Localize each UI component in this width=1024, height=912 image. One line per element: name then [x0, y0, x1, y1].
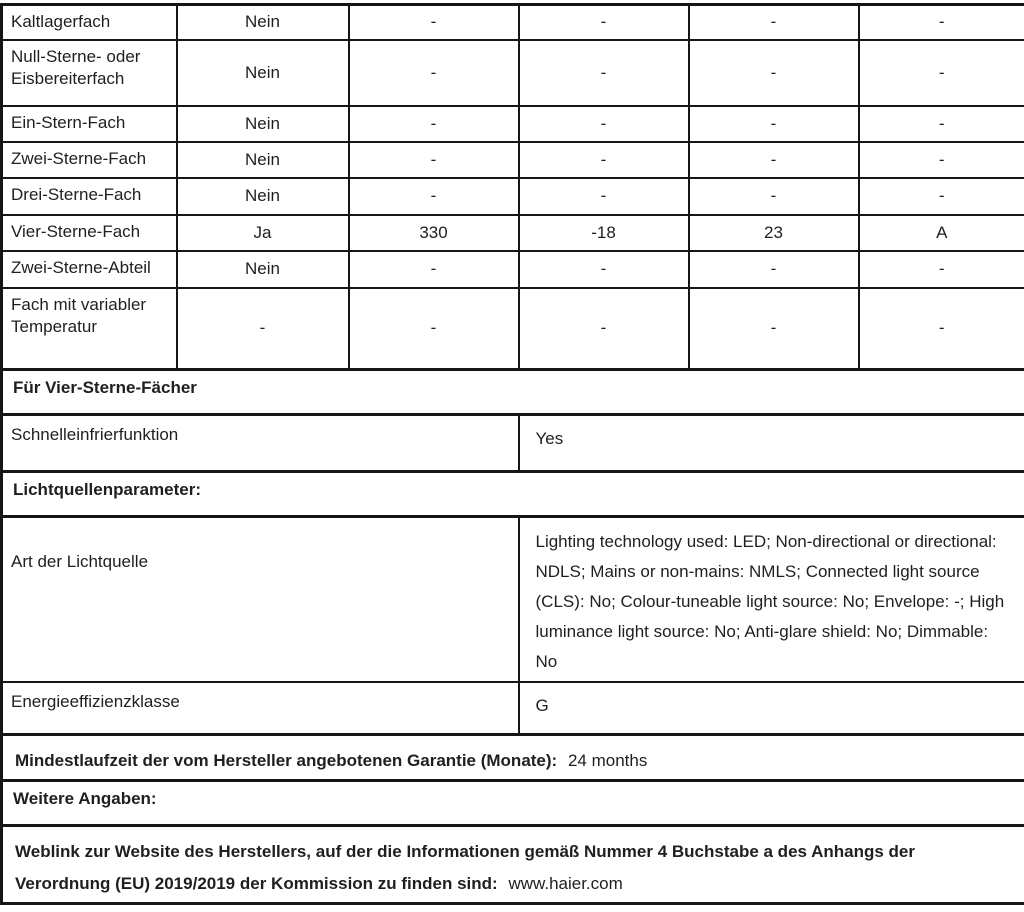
row-value: - [859, 288, 1024, 370]
fast-freeze-value: Yes [519, 415, 1024, 472]
row-value: Nein [177, 40, 349, 106]
row-label: Fach mit variabler Temperatur [2, 288, 177, 370]
table-row [2, 215, 1024, 251]
section-header-row [2, 370, 1024, 415]
row-value: Nein [177, 106, 349, 142]
light-source-label: Art der Lichtquelle [2, 517, 519, 682]
row-value: - [689, 142, 859, 178]
row-value: - [859, 106, 1024, 142]
light-params-section-header: Lichtquellenparameter: [2, 472, 1024, 517]
row-value: - [349, 106, 519, 142]
table-row [2, 415, 1024, 472]
row-label: Kaltlagerfach [2, 5, 177, 40]
row-value: 330 [349, 215, 519, 251]
energy-class-value: G [519, 682, 1024, 735]
table-row [2, 5, 1024, 40]
table-row [2, 517, 1024, 682]
warranty-label: Mindestlaufzeit der vom Hersteller angebotenen Garantie (Monate): [15, 751, 557, 770]
row-label: Drei-Sterne-Fach [2, 178, 177, 215]
row-value: - [859, 142, 1024, 178]
row-label: Ein-Stern-Fach [2, 106, 177, 142]
row-label: Null-Sterne- oder Eisbereiterfach [2, 40, 177, 106]
row-value: - [519, 106, 689, 142]
row-value: Nein [177, 142, 349, 178]
row-value: Nein [177, 5, 349, 40]
warranty-cell [2, 735, 1024, 781]
table-row [2, 106, 1024, 142]
row-label: Zwei-Sterne-Abteil [2, 251, 177, 288]
row-value: - [859, 178, 1024, 215]
weblink-label: Weblink zur Website des Herstellers, auf der die Informationen gemäß Nummer 4 Buchstabe a des Anhangs der Verordnung (EU) 2019/2019 der Kommission zu finden sind: [15, 842, 915, 893]
row-value: - [519, 5, 689, 40]
row-value: Nein [177, 251, 349, 288]
light-source-value: Lighting technology used: LED; Non-directional or directional: NDLS; Mains or non-mains: NMLS; Connected light source (CLS): No; Colour-tuneable light source: No; Envelope: -; High luminance light source: No; Anti-glare shield: No; Dimmable: No [519, 517, 1024, 682]
row-value: - [349, 5, 519, 40]
warranty-value: 24 months [568, 751, 647, 770]
row-value: - [519, 288, 689, 370]
section-header-row [2, 781, 1024, 826]
product-info-table [0, 3, 1024, 905]
table-row [2, 251, 1024, 288]
row-value: - [519, 251, 689, 288]
row-value: - [689, 251, 859, 288]
row-value: - [349, 178, 519, 215]
row-value: - [349, 40, 519, 106]
row-value: 23 [689, 215, 859, 251]
section-header-row [2, 472, 1024, 517]
row-value: Ja [177, 215, 349, 251]
row-value: - [349, 142, 519, 178]
row-value: A [859, 215, 1024, 251]
row-value: - [689, 178, 859, 215]
row-value: - [349, 288, 519, 370]
row-value: - [689, 288, 859, 370]
table-row [2, 40, 1024, 106]
row-value: - [859, 5, 1024, 40]
weblink-row [2, 826, 1024, 904]
row-value: - [519, 40, 689, 106]
table-row [2, 142, 1024, 178]
fast-freeze-label: Schnelleinfrierfunktion [2, 415, 519, 472]
four-star-section-header: Für Vier-Sterne-Fächer [2, 370, 1024, 415]
row-value: - [859, 251, 1024, 288]
more-info-section-header: Weitere Angaben: [2, 781, 1024, 826]
warranty-row [2, 735, 1024, 781]
row-value: - [519, 178, 689, 215]
row-value: - [689, 106, 859, 142]
row-label: Zwei-Sterne-Fach [2, 142, 177, 178]
table-row [2, 682, 1024, 735]
row-value: Nein [177, 178, 349, 215]
table-row [2, 178, 1024, 215]
row-value: - [519, 142, 689, 178]
row-value: -18 [519, 215, 689, 251]
weblink-url: www.haier.com [508, 874, 622, 893]
row-value: - [859, 40, 1024, 106]
row-value: - [349, 251, 519, 288]
row-label: Vier-Sterne-Fach [2, 215, 177, 251]
row-value: - [689, 5, 859, 40]
weblink-cell [2, 826, 1024, 904]
row-value: - [689, 40, 859, 106]
row-value: - [177, 288, 349, 370]
table-row [2, 288, 1024, 370]
energy-class-label: Energieeffizienzklasse [2, 682, 519, 735]
